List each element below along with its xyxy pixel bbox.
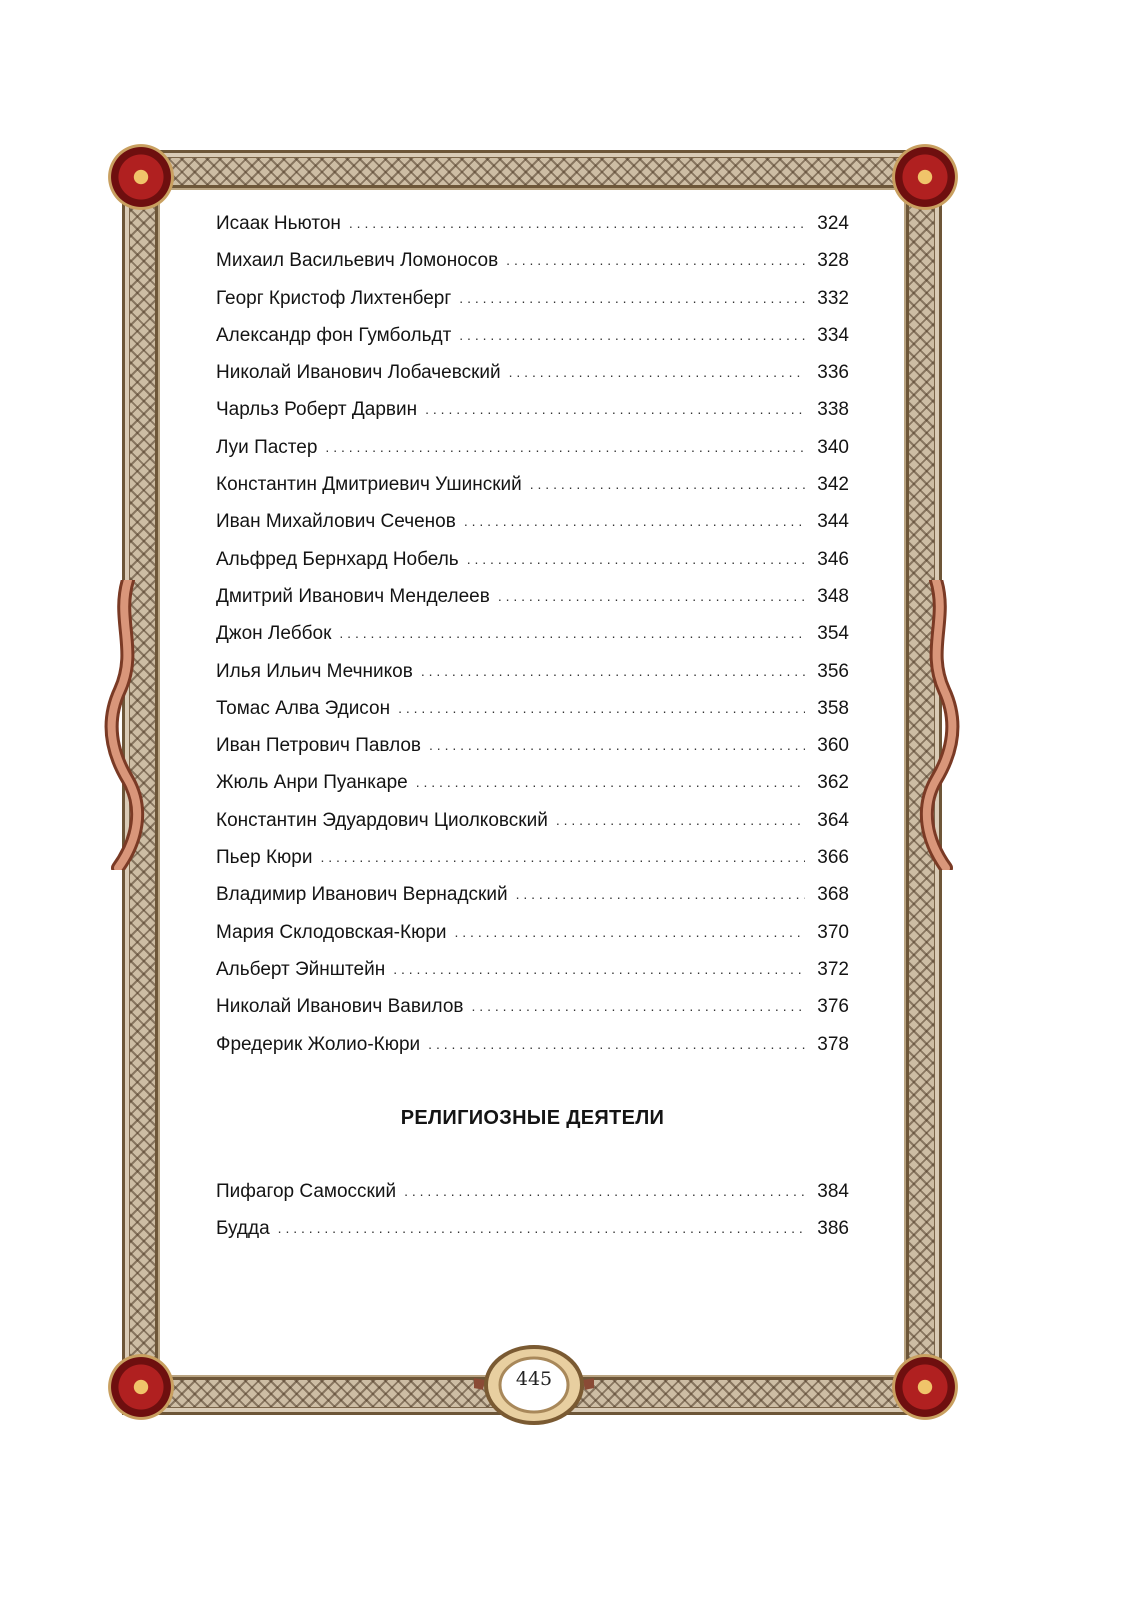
toc-dot-leader xyxy=(464,509,805,533)
toc-entry-title: Пифагор Самосский xyxy=(216,1181,397,1202)
toc-entry-title: Дмитрий Иванович Менделеев xyxy=(216,585,490,607)
ribbon-scroll-icon xyxy=(98,580,158,870)
toc-dot-leader xyxy=(349,211,805,235)
corner-ornament-icon xyxy=(106,1352,176,1422)
toc-entry-title: Жюль Анри Пуанкаре xyxy=(216,772,408,794)
toc-entry-page: 342 xyxy=(817,474,849,496)
toc-entry-page: 356 xyxy=(817,660,849,682)
toc-entry-page: 364 xyxy=(817,809,849,831)
toc-entry-page: 338 xyxy=(817,399,849,421)
toc-dot-leader xyxy=(506,248,805,272)
toc-entry[interactable] xyxy=(216,249,849,286)
toc-entry-page: 372 xyxy=(817,958,849,980)
toc-entry-title: Илья Ильич Мечников xyxy=(216,660,413,682)
toc-entry[interactable] xyxy=(216,361,849,398)
toc-entry[interactable] xyxy=(216,436,849,473)
toc-entry-page: 368 xyxy=(817,884,849,906)
corner-ornament-icon xyxy=(106,142,176,212)
toc-entry-title: Николай Иванович Вавилов xyxy=(216,996,464,1018)
toc-entry-title: Иван Михайлович Сеченов xyxy=(216,511,456,533)
toc-list-religious xyxy=(216,1180,849,1255)
toc-entry-title: Фредерик Жолио-Кюри xyxy=(216,1033,421,1055)
toc-dot-leader xyxy=(556,808,805,832)
toc-dot-leader xyxy=(516,882,805,906)
ribbon-scroll-icon xyxy=(906,580,966,870)
toc-entry-page: 366 xyxy=(817,847,849,869)
toc-entry-page: 336 xyxy=(817,362,849,384)
toc-dot-leader xyxy=(498,584,805,608)
toc-entry[interactable] xyxy=(216,771,849,808)
toc-entry[interactable] xyxy=(216,846,849,883)
toc-dot-leader xyxy=(459,286,805,310)
page-number: 445 xyxy=(515,1368,553,1390)
toc-entry-title: Мария Склодовская-Кюри xyxy=(216,921,447,943)
toc-entry[interactable] xyxy=(216,883,849,920)
toc-entry[interactable] xyxy=(216,473,849,510)
toc-dot-leader xyxy=(467,547,805,571)
toc-entry-page: 376 xyxy=(817,996,849,1018)
toc-entry-title: Томас Алва Эдисон xyxy=(216,697,391,719)
toc-dot-leader xyxy=(530,472,805,496)
toc-entry[interactable] xyxy=(216,324,849,361)
toc-entry-page: 334 xyxy=(817,324,849,346)
toc-entry-title: Пьер Кюри xyxy=(216,847,313,869)
toc-entry-title: Константин Эдуардович Циолковский xyxy=(216,809,548,831)
toc-entry[interactable] xyxy=(216,212,849,249)
corner-ornament-icon xyxy=(890,142,960,212)
toc-entry-page: 324 xyxy=(817,213,849,234)
toc-dot-leader xyxy=(393,957,805,981)
toc-entry[interactable] xyxy=(216,809,849,846)
toc-entry-title: Владимир Иванович Вернадский xyxy=(216,884,508,906)
toc-entry[interactable] xyxy=(216,734,849,771)
toc-entry[interactable] xyxy=(216,398,849,435)
toc-dot-leader xyxy=(320,845,805,869)
toc-entry-title: Александр фон Гумбольдт xyxy=(216,324,452,346)
section-title: РЕЛИГИОЗНЫЕ ДЕЯТЕЛИ xyxy=(400,1107,665,1129)
toc-entry[interactable] xyxy=(216,548,849,585)
toc-entry-title: Иван Петрович Павлов xyxy=(216,735,422,757)
toc-entry-title: Исаак Ньютон xyxy=(216,213,341,234)
toc-entry-page: 384 xyxy=(817,1181,849,1202)
toc-entry-title: Георг Кристоф Лихтенберг xyxy=(216,287,452,309)
toc-entry-page: 360 xyxy=(817,735,849,757)
toc-entry-page: 340 xyxy=(817,436,849,458)
toc-entry[interactable] xyxy=(216,958,849,995)
toc-entry[interactable] xyxy=(216,287,849,324)
toc-entry[interactable] xyxy=(216,1033,849,1070)
toc-entry-title: Альфред Бернхард Нобель xyxy=(216,548,459,570)
toc-entry-title: Альберт Эйнштейн xyxy=(216,958,386,980)
toc-entry-page: 346 xyxy=(817,548,849,570)
toc-entry[interactable] xyxy=(216,1217,849,1254)
toc-entry-title: Будда xyxy=(216,1218,270,1240)
toc-entry-title: Николай Иванович Лобачевский xyxy=(216,362,501,384)
toc-entry[interactable] xyxy=(216,921,849,958)
toc-entry-page: 344 xyxy=(817,511,849,533)
toc-dot-leader xyxy=(509,360,805,384)
toc-entry-page: 348 xyxy=(817,585,849,607)
toc-dot-leader xyxy=(455,920,806,944)
toc-list-scientists xyxy=(216,212,849,1070)
toc-entry-title: Джон Леббок xyxy=(216,623,332,645)
toc-entry[interactable] xyxy=(216,660,849,697)
toc-entry-page: 362 xyxy=(817,772,849,794)
toc-entry-page: 332 xyxy=(817,287,849,309)
toc-entry-title: Луи Пастер xyxy=(216,436,318,458)
toc-entry[interactable] xyxy=(216,1180,849,1217)
toc-dot-leader xyxy=(428,1032,805,1056)
toc-entry-title: Михаил Васильевич Ломоносов xyxy=(216,250,499,272)
toc-entry-title: Константин Дмитриевич Ушинский xyxy=(216,474,522,496)
toc-dot-leader xyxy=(472,994,805,1018)
toc-entry-page: 354 xyxy=(817,623,849,645)
toc-entry-title: Чарльз Роберт Дарвин xyxy=(216,399,418,421)
toc-entry[interactable] xyxy=(216,510,849,547)
toc-dot-leader xyxy=(459,323,805,347)
toc-dot-leader xyxy=(398,696,805,720)
toc-dot-leader xyxy=(339,621,805,645)
toc-dot-leader xyxy=(325,435,805,459)
corner-ornament-icon xyxy=(890,1352,960,1422)
toc-entry-page: 328 xyxy=(817,250,849,272)
toc-dot-leader xyxy=(421,659,805,683)
toc-entry[interactable] xyxy=(216,622,849,659)
toc-dot-leader xyxy=(425,397,805,421)
toc-entry-page: 378 xyxy=(817,1033,849,1055)
toc-dot-leader xyxy=(429,733,805,757)
toc-entry-page: 370 xyxy=(817,921,849,943)
toc-entry[interactable] xyxy=(216,585,849,622)
toc-entry-page: 386 xyxy=(817,1218,849,1240)
toc-entry-page: 358 xyxy=(817,697,849,719)
toc-dot-leader xyxy=(404,1179,805,1203)
toc-entry[interactable] xyxy=(216,995,849,1032)
toc-dot-leader xyxy=(278,1216,805,1240)
toc-entry[interactable] xyxy=(216,697,849,734)
toc-dot-leader xyxy=(416,770,805,794)
